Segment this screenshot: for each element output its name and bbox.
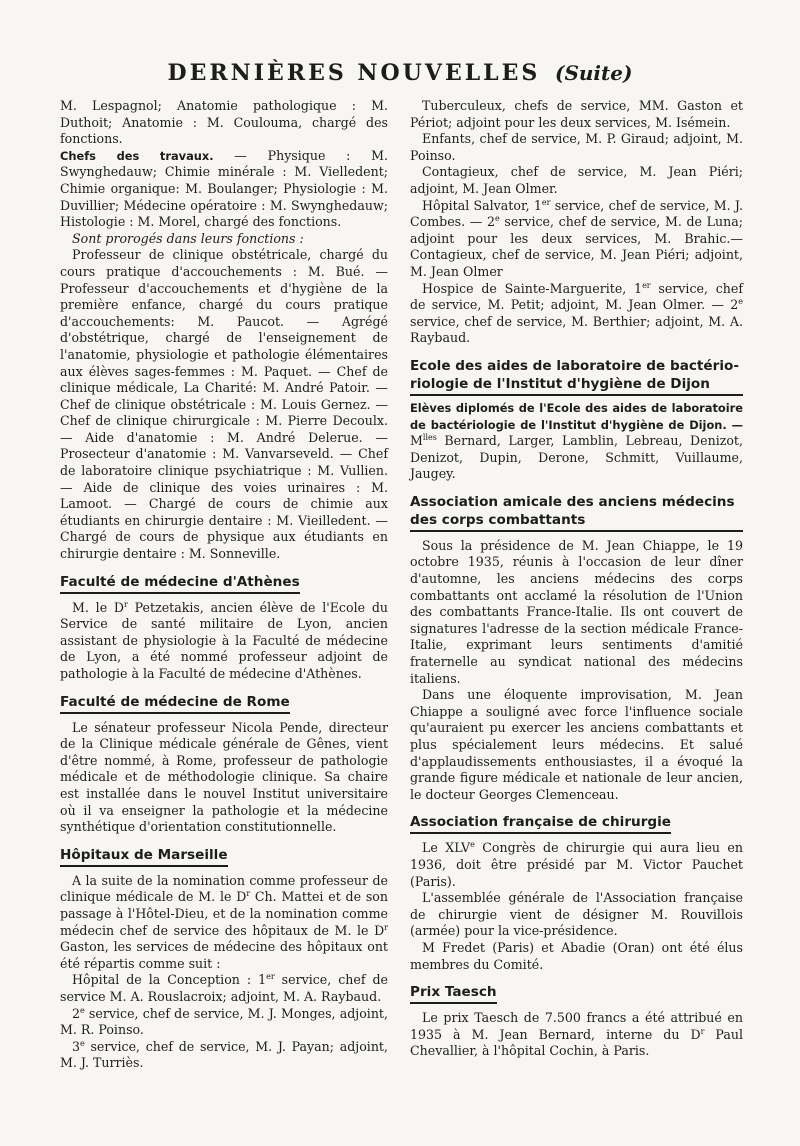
superscript: r — [700, 1026, 705, 1036]
superscript: e — [495, 213, 500, 223]
bold-lead: Elèves diplomés de l'Ecole des aides de laboratoire de bactériologie de l'Institut d'hygiène de Dijon. — — [410, 400, 743, 432]
text-run: Le XLV — [422, 840, 471, 856]
superscript: r — [384, 922, 388, 932]
section-title-marseille: Hôpitaux de Marseille — [60, 846, 228, 867]
paragraph: Sous la présidence de M. Jean Chiappe, le 19 octobre 1935, réunis à l'occasion de leur dîner d'automne, les anciens médecins des corps combattants ont acclamé la résolution de l'Union des combattants France-Italie. Ils ont couvert de signatures l'adresse de la section médicale France-Italie, exprimant leurs sentiments d'amitié fraternelle au syndicat national des médecins italiens. — [410, 537, 743, 686]
text-run: M. le D — [72, 599, 125, 615]
section-title-dijon — [410, 357, 743, 396]
paragraph — [60, 1006, 388, 1039]
paragraph — [410, 198, 743, 281]
page-header — [0, 60, 800, 86]
section-title-line: des corps combattants — [410, 511, 586, 528]
section-title-athenes: Faculté de médecine d'Athènes — [60, 573, 300, 594]
paragraph — [60, 1039, 388, 1072]
paragraph — [60, 600, 388, 683]
superscript: e — [738, 296, 743, 306]
text-run: 2 — [72, 1005, 81, 1021]
section-title-line: Ecole des aides de laboratoire de bactério- — [410, 357, 739, 374]
superscript: e — [80, 1005, 85, 1015]
section-title-taesch: Prix Taesch — [410, 983, 497, 1004]
header-title: DERNIÈRES NOUVELLES — [167, 60, 541, 86]
text-run: service, chef de service, M. J. Combes. — 2 — [410, 197, 743, 230]
text-run: service, chef de service, M. J. Monges, adjoint, M. R. Poinso. — [60, 1005, 388, 1038]
section-title-chirurgie: Association française de chirurgie — [410, 813, 671, 834]
paragraph: Tuberculeux, chefs de service, MM. Gaston et Périot; adjoint pour les deux services, M. Isémein. — [410, 98, 743, 130]
text-run: service, chef de service, M. J. Payan; adjoint, M. J. Turriès. — [60, 1038, 388, 1071]
text-run: Hospice de Sainte-Marguerite, 1 — [422, 280, 643, 296]
text-run: Bernard, Larger, Lamblin, Lebreau, Denizot, Denizot, Dupin, Derone, Schmitt, Vuillaume, Jaugey. — [410, 433, 743, 482]
superscript: r — [246, 889, 251, 899]
paragraph: L'assemblée générale de l'Association française de chirurgie vient de désigner M. Rouvillois (armée) pour la vice-présidence. — [410, 890, 743, 939]
left-column — [60, 98, 388, 1072]
text-run: service, chef de service, M. Petit; adjoint, M. Jean Olmer. — 2 — [410, 280, 743, 313]
superscript: e — [80, 1038, 85, 1048]
paragraph — [410, 1010, 743, 1060]
text-run: Hôpital de la Conception : 1 — [72, 972, 267, 988]
paragraph — [60, 972, 388, 1005]
paragraph: Contagieux, chef de service, M. Jean Piéri; adjoint, M. Jean Olmer. — [410, 164, 743, 196]
paragraph — [410, 400, 743, 483]
section-title-line: Association amicale des anciens médecins — [410, 493, 735, 510]
superscript: e — [470, 840, 475, 850]
section-title-amicale — [410, 493, 743, 532]
text-run: Congrès de chirurgie qui aura lieu en 1936, doit être présidé par M. Victor Pauchet (Paris). — [410, 840, 744, 889]
paragraph — [60, 873, 388, 973]
text-run: Ch. Mattei et de son passage à l'Hôtel-Dieu, et de la nomination comme médecin chef de service des hôpitaux de M. le D — [60, 889, 388, 938]
paragraph: Dans une éloquente improvisation, M. Jean Chiappe a souligné avec force l'influence sociale qu'auraient pu exercer les anciens combattants et plus spécialement leurs médecins. Et salué d'applaudissements enthousiastes, il a évoqué la grande figure médicale et nationale de leur ancien, le docteur Georges Clemenceau. — [410, 687, 743, 802]
paragraph: Sont prorogés dans leurs fonctions : — [72, 230, 304, 246]
text-run: service, chef de service, M. Berthier; adjoint, M. A. Raybaud. — [410, 313, 743, 346]
paragraph — [410, 840, 743, 890]
bold-lead: Chefs des travaux. — [60, 148, 214, 163]
text-run: Le prix Taesch de 7.500 francs a été attribué en 1935 à M. Jean Bernard, interne du D — [410, 1010, 743, 1042]
paragraph-text: — Physique : M. Swynghedauw; Chimie minérale : M. Vielledent; Chimie organique: M. Boulanger; Physiologie : M. Duvillier; Médecine opératoire : M. Swynghedauw; Histologie : M. Morel, chargé des fonctions. — [60, 147, 388, 230]
superscript: er — [642, 280, 651, 290]
text-run: 3 — [72, 1038, 81, 1054]
paragraph — [60, 148, 388, 231]
paragraph: Le sénateur professeur Nicola Pende, directeur de la Clinique médicale générale de Gênes, vient d'être nommé, à Rome, professeur de pathologie médicale et de méthodologie clinique. Sa chaire est installée dans le nouvel Institut universitaire où il va enseigner la pathologie et la médecine synthétique d'orientation constitutionnelle. — [60, 719, 388, 835]
paragraph: Enfants, chef de service, M. P. Giraud; adjoint, M. Poinso. — [410, 131, 743, 163]
superscript: r — [124, 599, 128, 609]
superscript: er — [266, 972, 275, 982]
paragraph — [410, 281, 743, 347]
superscript: lles — [422, 432, 437, 442]
text-run: Gaston, les services de médecine des hôpitaux ont été répartis comme suit : — [60, 939, 388, 971]
paragraph: Professeur de clinique obstétricale, chargé du cours pratique d'accouchements : M. Bué. — Professeur d'accouchements et d'hygiène de la première enfance, chargé du cours pratique d'accouchements: M. Paucot. — Agrégé d'obstétrique, chargé de l'enseignement de l'anatomie, physiologie et pathologie élémentaires aux élèves sages-femmes : M. Paquet. — Chef de clinique médicale, La Charité: M. André Patoir. — Chef de clinique obstétricale : M. Louis Gernez. — Chef de clinique chirurgicale : M. Pierre Decoulx. — Aide d'anatomie : M. André Delerue. — Prosecteur d'anatomie : M. Vanvarseveld. — Chef de laboratoire clinique psychiatrique : M. Vullien. — Aide de clinique des voies urinaires : M. Lamoot. — Chargé de cours de chimie aux étudiants en chirurgie dentaire : M. Vieilledent. — Chargé de cours de physique aux étudiants en chirurgie dentaire : M. Sonneville. — [60, 247, 388, 562]
right-column — [410, 98, 743, 1060]
superscript: er — [541, 197, 551, 207]
section-title-rome: Faculté de médecine de Rome — [60, 693, 290, 714]
paragraph: M Fredet (Paris) et Abadie (Oran) ont été élus membres du Comité. — [410, 939, 743, 972]
text-run: Petzetakis, ancien élève de l'Ecole du Service de santé militaire de Lyon, ancien assistant de physiologie à la Faculté de médecine de Lyon, a été nommé professeur adjoint de pathologie à la Faculté de médecine d'Athènes. — [60, 599, 389, 681]
text-run: service, chef de service M. A. Rouslacroix; adjoint, M. A. Raybaud. — [60, 972, 388, 1004]
text-run: Hôpital Salvator, 1 — [422, 197, 542, 213]
text-run: service, chef de service, M. de Luna; adjoint pour les deux services, M. Brahic.— Contagieux, chef de service, M. Jean Piéri; adjoint, M. Jean Olmer — [410, 214, 743, 279]
paragraph: M. Lespagnol; Anatomie pathologique : M. Duthoit; Anatomie : M. Coulouma, chargé des fonctions. — [60, 98, 388, 147]
text-run: M — [410, 433, 423, 449]
text-run: Paul Chevallier, à l'hôpital Cochin, à Paris. — [410, 1026, 743, 1059]
section-title-line: riologie de l'Institut d'hygiène de Dijon — [410, 375, 710, 392]
text-run: A la suite de la nomination comme professeur de clinique médicale de M. le D — [60, 872, 388, 905]
header-suite: (Suite) — [554, 61, 633, 85]
